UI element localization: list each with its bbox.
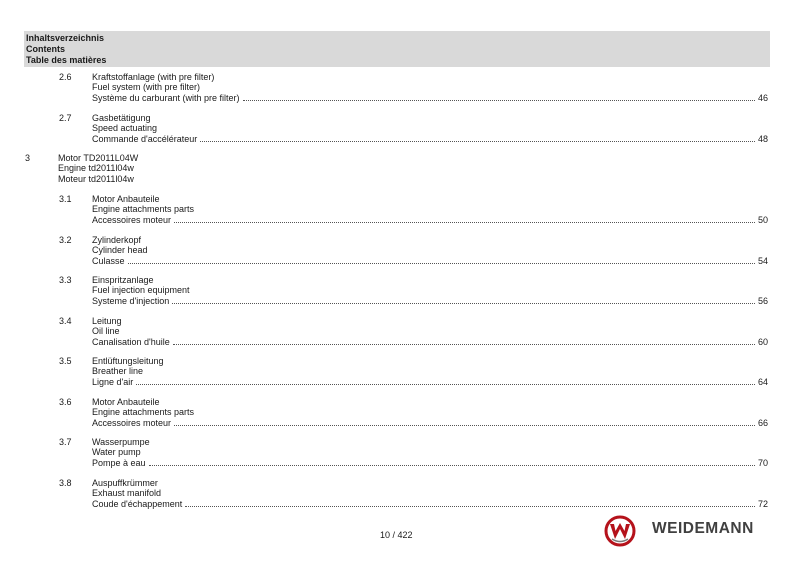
entry-title-en: Exhaust manifold: [92, 488, 162, 499]
header-title-en: Contents: [26, 44, 65, 54]
entry-number: 3.2: [59, 235, 72, 245]
entry-page-number[interactable]: 46: [757, 92, 768, 103]
entry-title-de: Zylinderkopf: [92, 235, 142, 245]
entry-page-number[interactable]: 64: [757, 376, 768, 387]
entry-number: 3.6: [59, 397, 72, 407]
entry-number: 3.1: [59, 194, 72, 204]
entry-leader-line: [92, 337, 768, 347]
entry-title-en: Oil line: [92, 326, 120, 337]
entry-number: 3.8: [59, 478, 72, 488]
entry-title-en: Engine attachments parts: [92, 204, 195, 215]
entry-title-fr: Culasse: [92, 255, 125, 266]
header-title-fr: Table des matières: [26, 55, 107, 65]
entry-title-fr: Commande d'accélérateur: [92, 133, 198, 144]
entry-page-number[interactable]: 60: [757, 336, 768, 347]
chapter-number: 3: [25, 153, 31, 163]
dot-leader: [172, 296, 755, 304]
entry-title-en: Breather line: [92, 366, 144, 377]
entry-title-de: Entlüftungsleitung: [92, 356, 164, 366]
entry-title-de: Motor Anbauteile: [92, 194, 160, 204]
entry-title-de: Gasbetätigung: [92, 113, 151, 123]
chapter-title-de: Motor TD2011L04W: [58, 153, 139, 163]
entry-page-number[interactable]: 54: [757, 255, 768, 266]
dot-leader: [185, 499, 755, 507]
entry-number: 2.7: [59, 113, 72, 123]
entry-title-fr: Pompe à eau: [92, 457, 146, 468]
entry-leader-line: [92, 215, 768, 225]
entry-number: 3.7: [59, 437, 72, 447]
entry-number: 3.3: [59, 275, 72, 285]
entry-page-number[interactable]: 66: [757, 417, 768, 428]
entry-number: 3.5: [59, 356, 72, 366]
entry-title-en: Speed actuating: [92, 123, 158, 134]
entry-title-fr: Ligne d'air: [92, 376, 134, 387]
dot-leader: [136, 377, 755, 385]
entry-title-en: Engine attachments parts: [92, 407, 195, 418]
entry-number: 2.6: [59, 72, 72, 82]
entry-title-en: Water pump: [92, 447, 141, 458]
entry-title-fr: Canalisation d'huile: [92, 336, 170, 347]
entry-title-de: Einspritzanlage: [92, 275, 154, 285]
chapter-title-fr: Moteur td2011l04w: [58, 173, 134, 184]
entry-leader-line: [92, 93, 768, 103]
entry-leader-line: [92, 134, 768, 144]
entry-title-en: Cylinder head: [92, 245, 148, 256]
entry-title-en: Fuel system (with pre filter): [92, 82, 201, 93]
entry-page-number[interactable]: 70: [757, 457, 768, 468]
entry-title-de: Kraftstoffanlage (with pre filter): [92, 72, 215, 82]
dot-leader: [128, 256, 755, 264]
entry-title-de: Auspuffkrümmer: [92, 478, 158, 488]
entry-title-fr: Accessoires moteur: [92, 214, 172, 225]
brand-name: WEIDEMANN: [652, 520, 754, 537]
entry-page-number[interactable]: 50: [757, 214, 768, 225]
entry-leader-line: [92, 458, 768, 468]
dot-leader: [173, 337, 755, 345]
entry-leader-line: [92, 256, 768, 266]
entry-title-en: Fuel injection equipment: [92, 285, 190, 296]
dot-leader: [174, 418, 755, 426]
entry-title-de: Motor Anbauteile: [92, 397, 160, 407]
entry-title-de: Leitung: [92, 316, 122, 326]
entry-number: 3.4: [59, 316, 72, 326]
dot-leader: [174, 215, 755, 223]
entry-leader-line: [92, 377, 768, 387]
entry-page-number[interactable]: 72: [757, 498, 768, 509]
chapter-title-en: Engine td2011l04w: [58, 163, 134, 174]
dot-leader: [149, 458, 755, 466]
entry-title-de: Wasserpumpe: [92, 437, 150, 447]
entry-leader-line: [92, 418, 768, 428]
entry-title-fr: Système du carburant (with pre filter): [92, 92, 240, 103]
entry-page-number[interactable]: 48: [757, 133, 768, 144]
entry-title-fr: Coude d'échappement: [92, 498, 183, 509]
dot-leader: [243, 93, 755, 101]
entry-title-fr: Accessoires moteur: [92, 417, 172, 428]
entry-leader-line: [92, 499, 768, 509]
entry-leader-line: [92, 296, 768, 306]
dot-leader: [200, 134, 755, 142]
toc-header: [24, 31, 770, 67]
entry-title-fr: Systeme d'injection: [92, 295, 170, 306]
page-indicator: 10 / 422: [380, 530, 413, 540]
entry-page-number[interactable]: 56: [757, 295, 768, 306]
header-title-de: Inhaltsverzeichnis: [26, 33, 105, 43]
